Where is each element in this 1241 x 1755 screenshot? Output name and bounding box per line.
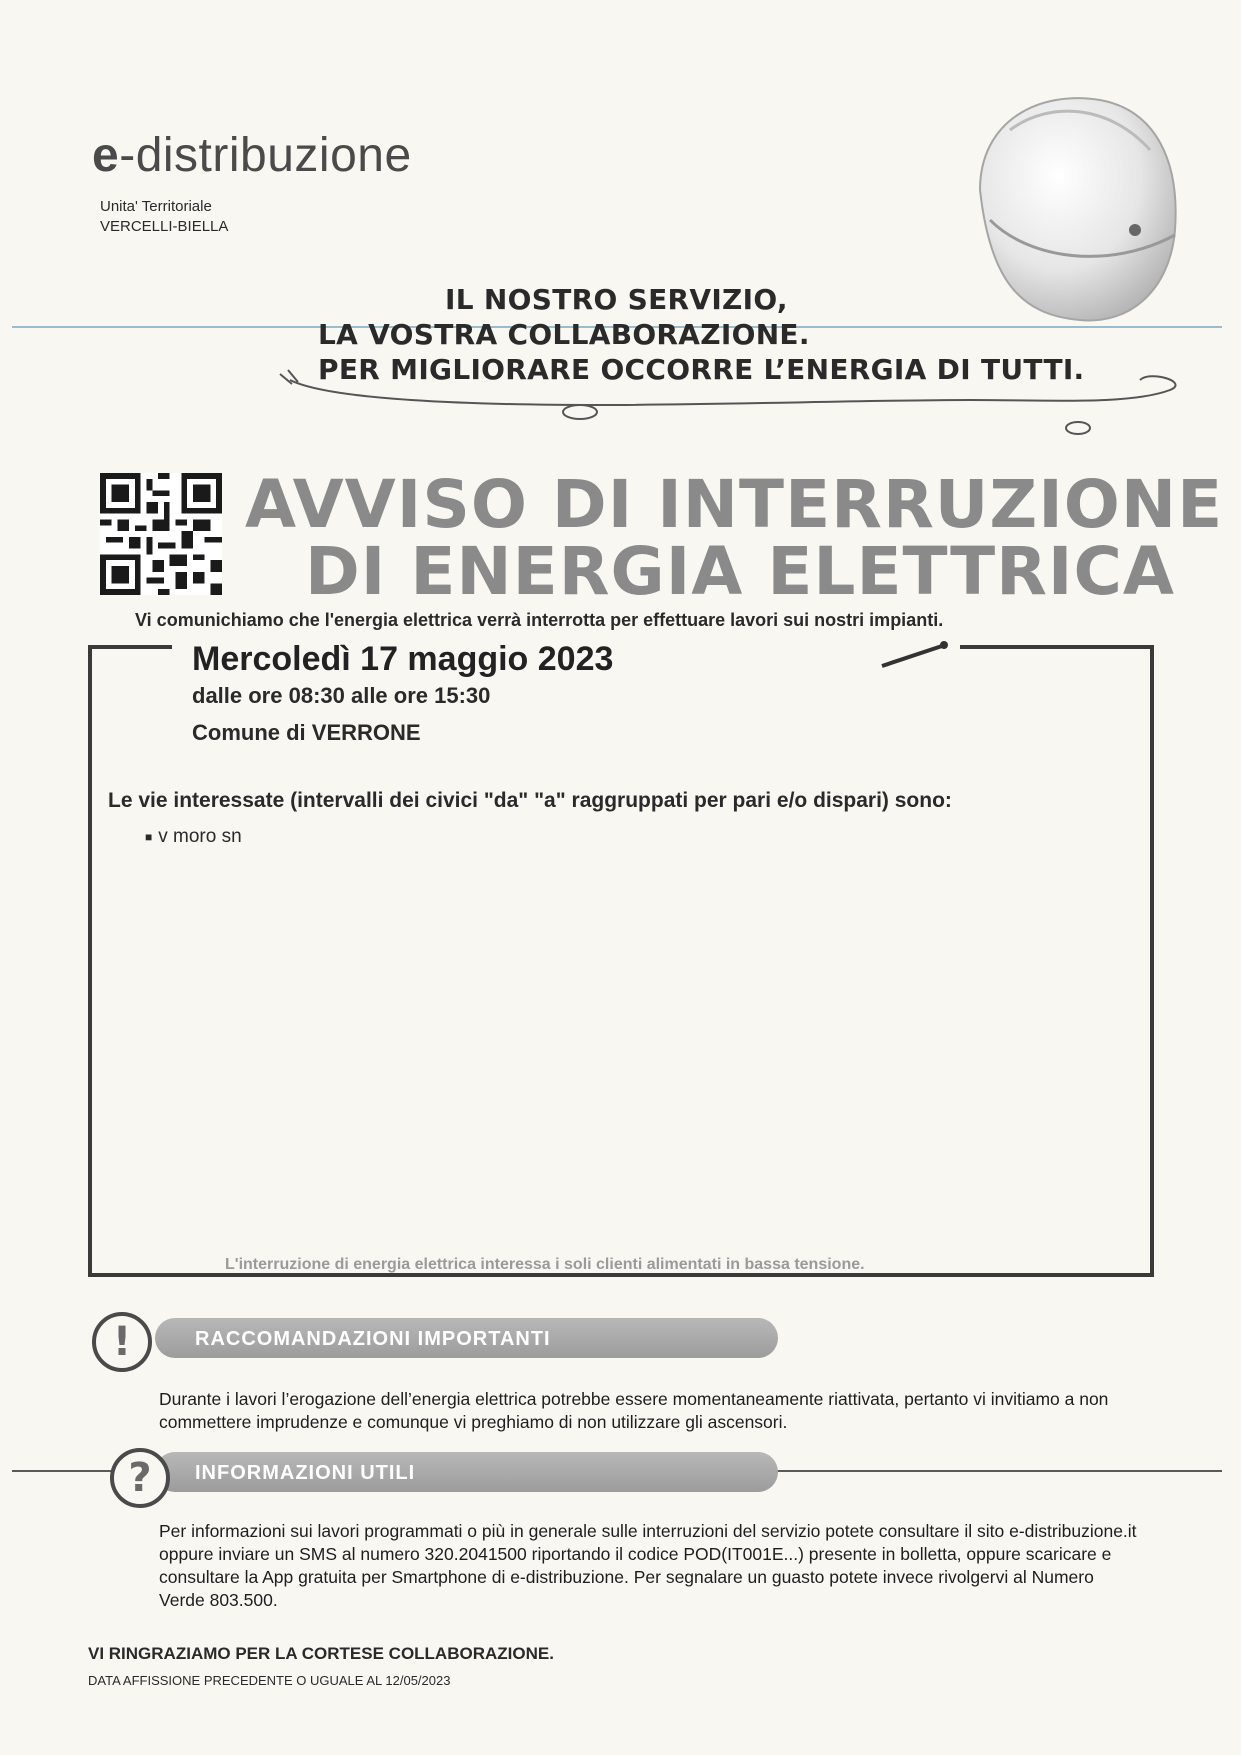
bullet-icon: ■ xyxy=(145,829,153,844)
logo-text: -distribuzione xyxy=(119,129,412,182)
helmet-icon xyxy=(950,70,1190,340)
notice-title-line-1: AVVISO DI INTERRUZIONE xyxy=(245,466,1224,543)
thanks-line: VI RINGRAZIAMO PER LA CORTESE COLLABORAZIONE. xyxy=(88,1644,554,1663)
box-top-left-edge xyxy=(88,645,172,649)
question-icon: ? xyxy=(110,1448,170,1508)
slogan-line-1: IL NOSTRO SERVIZIO, xyxy=(445,283,788,316)
unit-name: VERCELLI-BIELLA xyxy=(100,218,229,235)
recommendations-text: Durante i lavori l’erogazione dell’energia elettrica potrebbe essere momentaneamente riattivata, pertanto vi invitiamo a non commettere imprudenze e comunque vi preghiamo di non utilizzare gli ascensori. xyxy=(159,1389,1109,1432)
street-name: v moro sn xyxy=(158,826,242,847)
interruption-hours: dalle ore 08:30 alle ore 15:30 xyxy=(192,683,491,708)
brand-logo xyxy=(92,128,412,183)
interruption-comune: Comune di VERRONE xyxy=(192,720,421,745)
interruption-date: Mercoledì 17 maggio 2023 xyxy=(192,640,614,678)
pen-icon xyxy=(880,640,950,670)
recommendations-title: RACCOMANDAZIONI IMPORTANTI xyxy=(195,1328,551,1350)
posting-date: DATA AFFISSIONE PRECEDENTE O UGUALE AL 12/05/2023 xyxy=(88,1673,451,1688)
notice-title-line-2: DI ENERGIA ELETTRICA xyxy=(305,533,1176,610)
unit-label: Unita' Territoriale xyxy=(100,198,212,215)
street-list-item xyxy=(145,826,242,848)
streets-heading: Le vie interessate (intervalli dei civici "da" "a" raggruppati per pari e/o dispari) sono: xyxy=(108,789,952,812)
notice-intro: Vi comunichiamo che l'energia elettrica verrà interrotta per effettuare lavori sui nostri impianti. xyxy=(135,610,944,630)
qr-code-icon xyxy=(100,473,222,595)
box-top-right-edge xyxy=(960,645,1154,649)
exclamation-icon: ! xyxy=(92,1312,152,1372)
plug-wire-icon xyxy=(270,360,1200,440)
slogan-line-3: PER MIGLIORARE OCCORRE L’ENERGIA DI TUTTI. xyxy=(318,353,1085,386)
info-title: INFORMAZIONI UTILI xyxy=(195,1462,416,1484)
logo-e: e xyxy=(92,129,120,182)
low-voltage-note: L'interruzione di energia elettrica interessa i soli clienti alimentati in bassa tensione. xyxy=(225,1256,865,1273)
info-text: Per informazioni sui lavori programmati o più in generale sulle interruzioni del servizio potete consultare il sito e-distribuzione.it oppure inviare un SMS al numero 320.2041500 riportando il codice POD(IT001E...) presente in bolletta, oppure scaricare e consultare la App gratuita per Smartphone di e-distribuzione. Per segnalare un guasto potete invece rivolgervi al Numero Verde 803.500. xyxy=(159,1521,1137,1610)
slogan-line-2: LA VOSTRA COLLABORAZIONE. xyxy=(318,318,810,351)
